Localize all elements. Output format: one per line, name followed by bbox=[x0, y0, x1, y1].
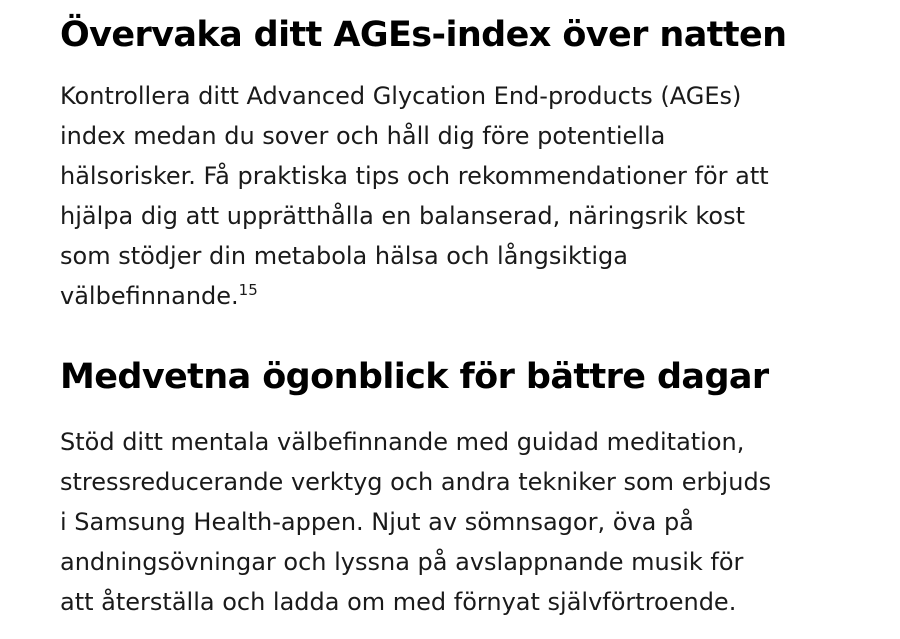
body-line: hjälpa dig att upprätthålla en balanserad, näringsrik kost bbox=[60, 202, 745, 230]
body-line: i Samsung Health-appen. Njut av sömnsagor, öva på bbox=[60, 508, 694, 536]
footnote-marker: 15 bbox=[238, 281, 258, 299]
section-heading: Övervaka ditt AGEs-index över natten bbox=[60, 15, 787, 55]
body-line-last bbox=[60, 276, 850, 316]
body-line: att återställa och ladda om med förnyat självförtroende. bbox=[60, 588, 737, 616]
body-line: andningsövningar och lyssna på avslappnande musik för bbox=[60, 548, 744, 576]
body-line: hälsorisker. Få praktiska tips och rekommendationer för att bbox=[60, 162, 769, 190]
section-mindful-moments bbox=[60, 355, 850, 622]
body-line: Stöd ditt mentala välbefinnande med guidad meditation, bbox=[60, 428, 745, 456]
section-ages-index bbox=[60, 13, 850, 316]
section-body bbox=[60, 422, 850, 622]
body-line: index medan du sover och håll dig före potentiella bbox=[60, 122, 666, 150]
body-line: som stödjer din metabola hälsa och långsiktiga bbox=[60, 242, 628, 270]
section-heading: Medvetna ögonblick för bättre dagar bbox=[60, 357, 769, 397]
body-line: stressreducerande verktyg och andra tekniker som erbjuds bbox=[60, 468, 772, 496]
body-line: Kontrollera ditt Advanced Glycation End-products (AGEs) bbox=[60, 82, 742, 110]
section-body bbox=[60, 76, 850, 316]
body-line-text: välbefinnande. bbox=[60, 282, 239, 310]
